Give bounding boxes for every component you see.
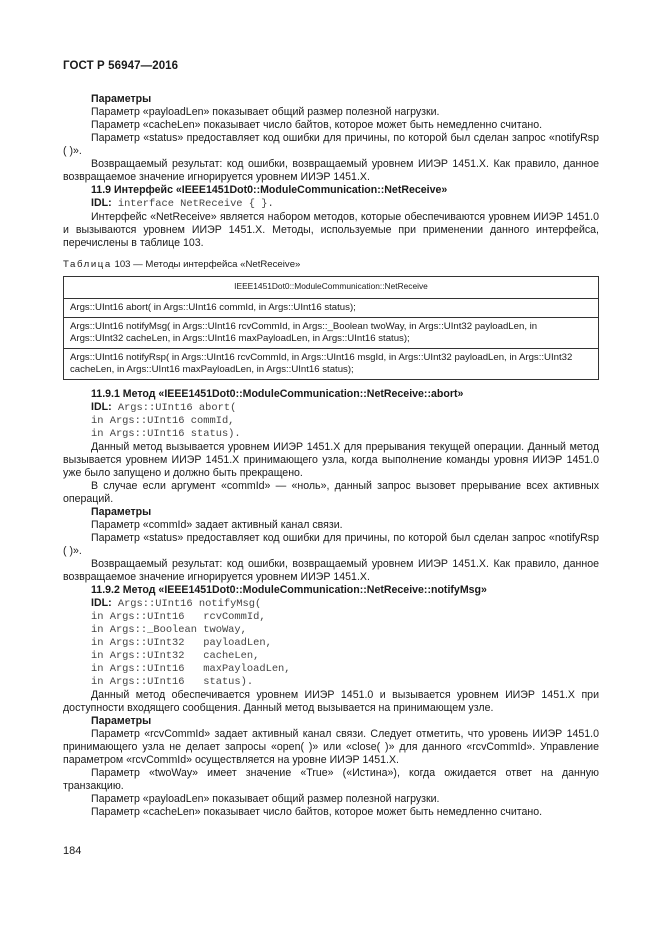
- table-cell: Args::UInt16 notifyRsp( in Args::UInt16 rcvCommId, in Args::UInt16 msgId, in Args::UInt32 payloadLen, in Args::UInt32 cacheLen, in Args::UInt16 maxPayloadLen, in Args::UInt16 status);: [64, 349, 599, 380]
- idl-arg-line: in Args::UInt16 status).: [91, 428, 241, 440]
- table-row: [64, 349, 599, 380]
- section-heading-11-9: 11.9 Интерфейс «IEEE1451Dot0::ModuleCommunication::NetReceive»: [91, 184, 448, 196]
- idl-arg-line: in Args::_Boolean twoWay,: [91, 624, 247, 636]
- param-status: Параметр «status» предоставляет код ошибки для причины, по которой был сделан запрос «notifyRsp ( )».: [63, 132, 599, 157]
- idl-label: IDL:: [91, 401, 112, 413]
- param-payloadlen: Параметр «payloadLen» показывает общий размер полезной нагрузки.: [91, 793, 440, 805]
- methods-table: [63, 276, 599, 380]
- idl-arg-line: in Args::UInt32 payloadLen,: [91, 637, 272, 649]
- idl-arg-line: in Args::UInt16 commId,: [91, 415, 235, 427]
- idl-arg-line: in Args::UInt16 status).: [91, 676, 254, 688]
- section-heading-11-9-2: 11.9.2 Метод «IEEE1451Dot0::ModuleCommunication::NetReceive::notifyMsg»: [91, 584, 487, 596]
- param-cachelen: Параметр «cacheLen» показывает число байтов, которое может быть немедленно считано.: [91, 806, 543, 818]
- interface-description: Интерфейс «NetReceive» является набором методов, которые обеспечиваются уровнем ИИЭР 1451.0 и вызываются уровнем ИИЭР 1451.Х. Методы, используемые при применении данного интерфейса, перечислены в таблице 103.: [63, 211, 599, 249]
- return-value: Возвращаемый результат: код ошибки, возвращаемый уровнем ИИЭР 1451.Х. Как правило, данное возвращаемое значение игнорируется уровнем ИИЭР 1451.Х.: [63, 558, 599, 583]
- document-header: ГОСТ Р 56947—2016: [63, 60, 179, 72]
- idl-code: interface NetReceive { }.: [111, 198, 274, 210]
- param-twoway: Параметр «twoWay» имеет значение «True» («Истина»), когда ожидается ответ на данную транзакцию.: [63, 767, 599, 792]
- idl-arg-line: in Args::UInt16 rcvCommId,: [91, 611, 266, 623]
- idl-label: IDL:: [91, 197, 112, 209]
- table-row: [64, 298, 599, 318]
- table-row: [64, 318, 599, 349]
- table-header-row: [64, 277, 599, 299]
- idl-arg-line: in Args::UInt16 maxPayloadLen,: [91, 663, 291, 675]
- page-body: [63, 93, 599, 819]
- method-description: Данный метод обеспечивается уровнем ИИЭР 1451.0 и вызывается уровнем ИИЭР 1451.Х при доступности входящего сообщения. Данный метод вызывается на принимающем узле.: [63, 689, 599, 714]
- page-number: 184: [63, 845, 82, 857]
- return-value: Возвращаемый результат: код ошибки, возвращаемый уровнем ИИЭР 1451.Х. Как правило, данное возвращаемое значение игнорируется уровнем ИИЭР 1451.Х.: [63, 158, 599, 183]
- idl-line: [63, 401, 599, 415]
- table-caption-word: Таблица: [63, 259, 112, 270]
- params-heading: Параметры: [91, 715, 152, 727]
- param-payloadlen: Параметр «payloadLen» показывает общий размер полезной нагрузки.: [91, 106, 440, 118]
- params-heading: Параметры: [91, 506, 152, 518]
- method-description: Данный метод вызывается уровнем ИИЭР 1451.Х для прерывания текущей операции. Данный метод вызывается уровнем ИИЭР 1451.Х принимающего узла, когда выполнение команды уровня ИИЭР 1451.0 уже было запущено и должно быть прекращено.: [63, 441, 599, 479]
- idl-code: Args::UInt16 abort(: [111, 402, 237, 414]
- table-header-cell: IEEE1451Dot0::ModuleCommunication::NetReceive: [64, 277, 599, 299]
- method-note: В случае если аргумент «commId» — «ноль», данный запрос вызовет прерывание всех активных операций.: [63, 480, 599, 505]
- section-heading-11-9-1: 11.9.1 Метод «IEEE1451Dot0::ModuleCommunication::NetReceive::abort»: [91, 388, 464, 400]
- table-caption-text: 103 — Методы интерфейса «NetReceive»: [111, 259, 301, 270]
- idl-line: [63, 197, 599, 211]
- table-caption: [63, 258, 599, 271]
- idl-code: Args::UInt16 notifyMsg(: [111, 598, 262, 610]
- param-rcvcommid: Параметр «rcvCommId» задает активный канал связи. Следует отметить, что уровень ИИЭР 1451.0 принимающего узла не делает запросы «open( )» или «close( )» для данного «rcvCommId». Управление параметром «rcvCommId» осуществляется на уровне ИИЭР 1451.Х.: [63, 728, 599, 766]
- idl-label: IDL:: [91, 597, 112, 609]
- param-cachelen: Параметр «cacheLen» показывает число байтов, которое может быть немедленно считано.: [91, 119, 543, 131]
- idl-arg-line: in Args::UInt32 cacheLen,: [91, 650, 260, 662]
- param-status: Параметр «status» предоставляет код ошибки для причины, по которой был сделан запрос «notifyRsp ( )».: [63, 532, 599, 557]
- table-cell: Args::UInt16 notifyMsg( in Args::UInt16 rcvCommId, in Args::_Boolean twoWay, in Args::UInt32 payloadLen, in Args::UInt32 cacheLen, in Args::UInt16 maxPayloadLen, in Args::UInt16 status);: [64, 318, 599, 349]
- params-heading: Параметры: [91, 93, 152, 105]
- table-cell: Args::UInt16 abort( in Args::UInt16 commId, in Args::UInt16 status);: [64, 298, 599, 318]
- idl-line: [63, 597, 599, 611]
- param-commid: Параметр «commId» задает активный канал связи.: [91, 519, 343, 531]
